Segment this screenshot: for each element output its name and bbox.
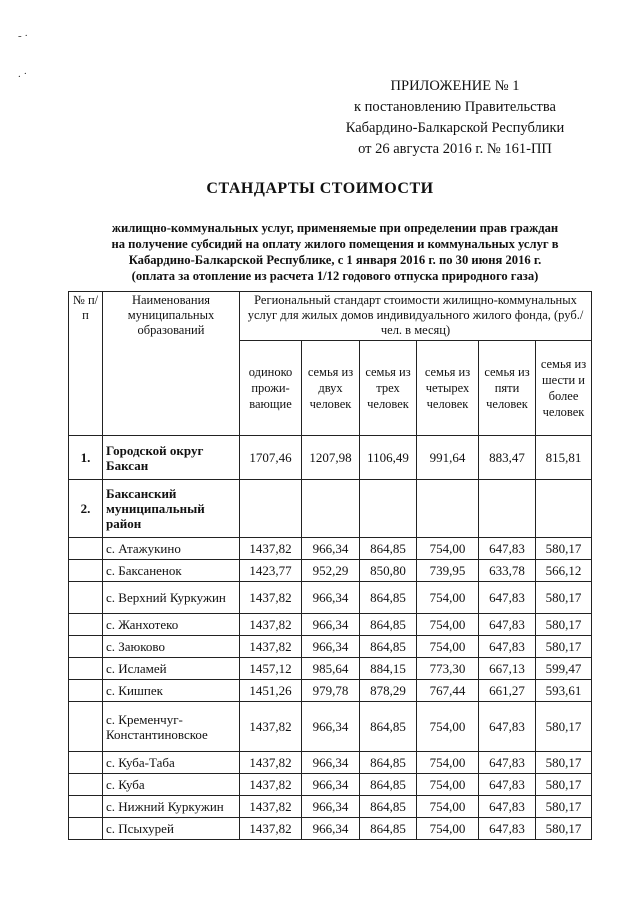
row-value: 580,17 <box>536 796 592 818</box>
row-value: 647,83 <box>479 818 536 840</box>
row-value: 966,34 <box>302 796 360 818</box>
row-value: 966,34 <box>302 582 360 614</box>
row-value: 667,13 <box>479 658 536 680</box>
row-value: 1437,82 <box>240 702 302 752</box>
row-value: 754,00 <box>417 614 479 636</box>
table-row <box>69 796 592 818</box>
table-row <box>69 560 592 582</box>
row-value: 647,83 <box>479 702 536 752</box>
subtitle-line: на получение субсидий на оплату жилого помещения и коммунальных услуг в <box>111 237 559 251</box>
row-value: 1437,82 <box>240 774 302 796</box>
row-value: 754,00 <box>417 752 479 774</box>
header-number: № п/п <box>69 292 103 436</box>
row-number <box>69 614 103 636</box>
row-value: 1437,82 <box>240 538 302 560</box>
row-number <box>69 538 103 560</box>
row-number <box>69 582 103 614</box>
table-row <box>69 436 592 480</box>
row-value: 647,83 <box>479 582 536 614</box>
row-number <box>69 818 103 840</box>
row-value: 754,00 <box>417 636 479 658</box>
row-value: 1457,12 <box>240 658 302 680</box>
table-row <box>69 636 592 658</box>
row-value: 1437,82 <box>240 818 302 840</box>
row-value: 966,34 <box>302 752 360 774</box>
table-row <box>69 702 592 752</box>
document-subtitle <box>70 220 600 284</box>
row-value: 966,34 <box>302 614 360 636</box>
row-value: 966,34 <box>302 538 360 560</box>
row-value: 647,83 <box>479 538 536 560</box>
table-row <box>69 614 592 636</box>
header-col-family-2: семья из двух человек <box>302 341 360 436</box>
row-value: 647,83 <box>479 636 536 658</box>
row-municipality: с. Куба <box>103 774 240 796</box>
row-value: 1451,26 <box>240 680 302 702</box>
row-value: 1423,77 <box>240 560 302 582</box>
scan-speck: - · <box>18 30 29 42</box>
row-municipality: с. Кишпек <box>103 680 240 702</box>
row-municipality: Баксанский муниципальный район <box>103 480 240 538</box>
row-value: 991,64 <box>417 436 479 480</box>
row-value: 647,83 <box>479 774 536 796</box>
row-value: 580,17 <box>536 538 592 560</box>
row-value: 850,80 <box>360 560 417 582</box>
row-municipality: Городской округ Баксан <box>103 436 240 480</box>
table-row <box>69 480 592 538</box>
header-regional-standard: Региональный стандарт стоимости жилищно-коммунальных услуг для жилых домов индивидуального жилого фонда, (руб./чел. в месяц) <box>240 292 592 341</box>
table-row <box>69 538 592 560</box>
row-value <box>536 480 592 538</box>
row-value: 580,17 <box>536 774 592 796</box>
row-value: 754,00 <box>417 796 479 818</box>
header-col-family-3: семья из трех человек <box>360 341 417 436</box>
row-value: 979,78 <box>302 680 360 702</box>
row-value: 966,34 <box>302 818 360 840</box>
row-value: 864,85 <box>360 614 417 636</box>
table-row <box>69 658 592 680</box>
row-municipality: с. Верхний Куркужин <box>103 582 240 614</box>
row-value: 754,00 <box>417 582 479 614</box>
appendix-republic: Кабардино-Балкарской Республики <box>345 120 565 136</box>
row-municipality: с. Псыхурей <box>103 818 240 840</box>
row-value: 1437,82 <box>240 614 302 636</box>
table-row <box>69 774 592 796</box>
row-value: 815,81 <box>536 436 592 480</box>
row-municipality: с. Заюково <box>103 636 240 658</box>
row-number <box>69 774 103 796</box>
row-value: 1437,82 <box>240 636 302 658</box>
row-number <box>69 636 103 658</box>
row-value <box>360 480 417 538</box>
row-value: 864,85 <box>360 582 417 614</box>
row-value: 633,78 <box>479 560 536 582</box>
header-municipality: Наименования муниципальных образований <box>103 292 240 436</box>
row-value: 754,00 <box>417 818 479 840</box>
row-value: 864,85 <box>360 752 417 774</box>
row-value: 647,83 <box>479 796 536 818</box>
row-municipality: с. Баксаненок <box>103 560 240 582</box>
row-value: 1707,46 <box>240 436 302 480</box>
standards-table <box>68 291 592 840</box>
table-row <box>69 582 592 614</box>
row-value: 966,34 <box>302 702 360 752</box>
row-value: 773,30 <box>417 658 479 680</box>
row-number: 1. <box>69 436 103 480</box>
row-value <box>240 480 302 538</box>
row-value: 966,34 <box>302 774 360 796</box>
table-row <box>69 680 592 702</box>
row-value: 580,17 <box>536 614 592 636</box>
row-value: 754,00 <box>417 702 479 752</box>
row-value: 566,12 <box>536 560 592 582</box>
row-value: 739,95 <box>417 560 479 582</box>
row-value <box>479 480 536 538</box>
row-value: 754,00 <box>417 538 479 560</box>
row-value: 952,29 <box>302 560 360 582</box>
row-municipality: с. Жанхотеко <box>103 614 240 636</box>
row-value: 767,44 <box>417 680 479 702</box>
row-value: 647,83 <box>479 614 536 636</box>
row-value: 580,17 <box>536 702 592 752</box>
row-value: 754,00 <box>417 774 479 796</box>
row-municipality: с. Куба-Таба <box>103 752 240 774</box>
row-value: 864,85 <box>360 702 417 752</box>
row-number <box>69 752 103 774</box>
subtitle-line: Кабардино-Балкарской Республике, с 1 января 2016 г. по 30 июня 2016 г. <box>128 253 542 267</box>
row-value: 593,61 <box>536 680 592 702</box>
appendix-date: от 26 августа 2016 г. № 161-ПП <box>358 141 552 157</box>
row-value <box>417 480 479 538</box>
row-value <box>302 480 360 538</box>
row-value: 580,17 <box>536 818 592 840</box>
row-number <box>69 560 103 582</box>
row-number <box>69 702 103 752</box>
table-row <box>69 818 592 840</box>
row-number <box>69 796 103 818</box>
row-value: 599,47 <box>536 658 592 680</box>
row-value: 966,34 <box>302 636 360 658</box>
row-municipality: с. Нижний Куркужин <box>103 796 240 818</box>
row-value: 1437,82 <box>240 582 302 614</box>
scan-speck: . · <box>18 68 28 80</box>
row-value: 878,29 <box>360 680 417 702</box>
appendix-title: ПРИЛОЖЕНИЕ № 1 <box>390 78 520 94</box>
row-value: 1437,82 <box>240 796 302 818</box>
table-row <box>69 752 592 774</box>
header-col-single: одиноко прожи-вающие <box>240 341 302 436</box>
row-value: 580,17 <box>536 636 592 658</box>
row-municipality: с. Атажукино <box>103 538 240 560</box>
subtitle-line: (оплата за отопление из расчета 1/12 годового отпуска природного газа) <box>131 269 539 283</box>
appendix-block <box>300 76 610 160</box>
row-municipality: с. Исламей <box>103 658 240 680</box>
row-value: 1207,98 <box>302 436 360 480</box>
row-value: 647,83 <box>479 752 536 774</box>
row-number: 2. <box>69 480 103 538</box>
row-value: 883,47 <box>479 436 536 480</box>
row-value: 580,17 <box>536 752 592 774</box>
row-value: 661,27 <box>479 680 536 702</box>
row-value: 580,17 <box>536 582 592 614</box>
row-value: 1106,49 <box>360 436 417 480</box>
header-col-family-6plus: семья из шести и более человек <box>536 341 592 436</box>
row-value: 864,85 <box>360 774 417 796</box>
row-value: 864,85 <box>360 538 417 560</box>
header-col-family-5: семья из пяти человек <box>479 341 536 436</box>
row-value: 884,15 <box>360 658 417 680</box>
row-value: 864,85 <box>360 796 417 818</box>
row-number <box>69 658 103 680</box>
row-value: 864,85 <box>360 818 417 840</box>
row-municipality: с. Кременчуг-Константиновское <box>103 702 240 752</box>
header-col-family-4: семья из четырех человек <box>417 341 479 436</box>
document-title: СТАНДАРТЫ СТОИМОСТИ <box>206 180 434 197</box>
appendix-decree: к постановлению Правительства <box>354 99 556 115</box>
row-value: 864,85 <box>360 636 417 658</box>
row-number <box>69 680 103 702</box>
row-value: 1437,82 <box>240 752 302 774</box>
subtitle-line: жилищно-коммунальных услуг, применяемые при определении прав граждан <box>111 221 559 235</box>
row-value: 985,64 <box>302 658 360 680</box>
